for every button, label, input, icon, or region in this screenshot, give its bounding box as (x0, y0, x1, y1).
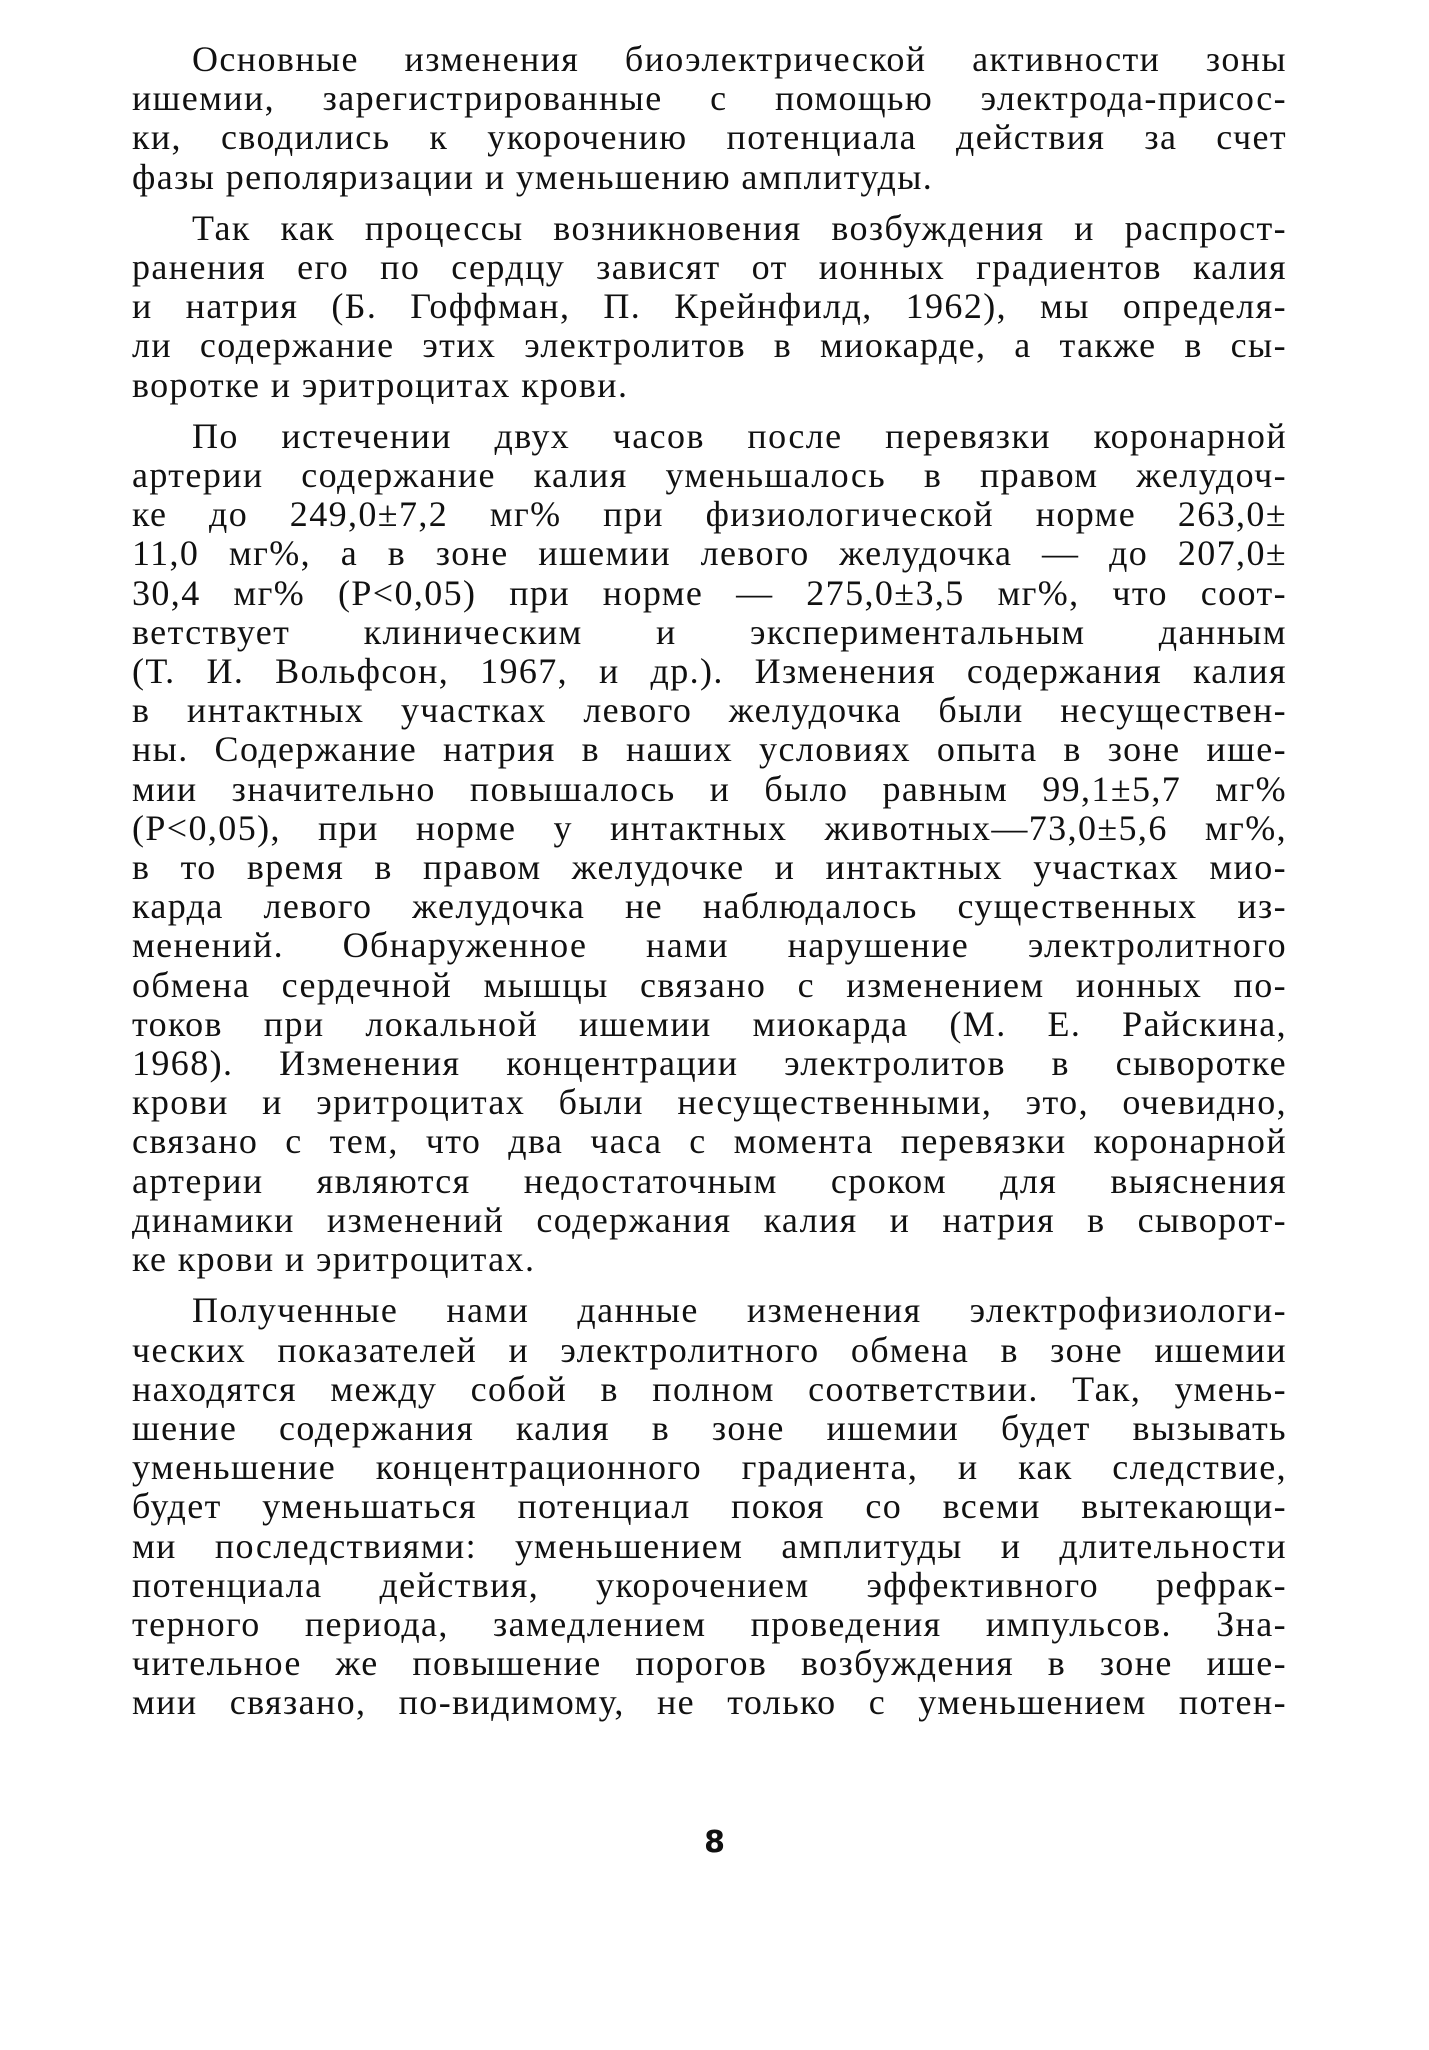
text-line: артерии являются недостаточным сроком для выяснения (132, 1160, 1287, 1201)
paragraph-1 (132, 40, 1287, 197)
text-line: (Т. И. Вольфсон, 1967, и др.). Изменения содержания калия (132, 651, 1287, 692)
text-line: ранения его по сердцу зависят от ионных градиентов калия (132, 247, 1287, 288)
text-line: (Р<0,05), при норме у интактных животных—73,0±5,6 мг%, (132, 807, 1287, 848)
text-line: обмена сердечной мышцы связано с изменением ионных по- (132, 964, 1287, 1005)
text-line: артерии содержание калия уменьшалось в правом желудоч- (132, 455, 1287, 496)
text-line: ке крови и эритроцитах. (132, 1239, 536, 1280)
text-line: Полученные нами данные изменения электрофизиологи- (192, 1290, 1287, 1331)
text-line: 30,4 мг% (Р<0,05) при норме — 275,0±3,5 мг%, что соот- (132, 572, 1287, 613)
text-line: динамики изменений содержания калия и натрия в сыворот- (132, 1199, 1287, 1240)
paragraph-4 (132, 1291, 1287, 1722)
text-line: ли содержание этих электролитов в миокарде, а также в сы- (132, 325, 1287, 366)
text-line: 11,0 мг%, а в зоне ишемии левого желудочка — до 207,0± (132, 533, 1287, 574)
text-line: мии связано, по-видимому, не только с уменьшением потен- (132, 1682, 1287, 1723)
text-line: терного периода, замедлением проведения импульсов. Зна- (132, 1603, 1287, 1644)
page-body (132, 40, 1287, 1723)
text-line: 1968). Изменения концентрации электролитов в сыворотке (132, 1043, 1287, 1084)
paragraph-2 (132, 209, 1287, 405)
text-line: будет уменьшаться потенциал покоя со всеми вытекающи- (132, 1486, 1287, 1527)
text-line: По истечении двух часов после перевязки коронарной (192, 415, 1287, 456)
text-line: Основные изменения биоэлектрической активности зоны (192, 39, 1287, 79)
text-line: токов при локальной ишемии миокарда (М. Е. Райскина, (132, 1003, 1287, 1044)
text-line: фазы реполяризации и уменьшению амплитуды. (132, 156, 934, 197)
text-line: карда левого желудочка не наблюдалось существенных из- (132, 886, 1287, 927)
text-line: ке до 249,0±7,2 мг% при физиологической норме 263,0± (132, 494, 1287, 535)
text-line: шение содержания калия в зоне ишемии будет вызывать (132, 1407, 1287, 1448)
paragraph-gap (132, 197, 1287, 209)
text-line: уменьшение концентрационного градиента, и как следствие, (132, 1447, 1287, 1488)
text-line: находятся между собой в полном соответствии. Так, умень- (132, 1368, 1287, 1409)
text-line: мии значительно повышалось и было равным 99,1±5,7 мг% (132, 768, 1287, 809)
text-line: ми последствиями: уменьшением амплитуды и длительности (132, 1525, 1287, 1566)
page-number: 8 (704, 1825, 725, 1860)
text-line: чительное же повышение порогов возбуждения в зоне ише- (132, 1643, 1287, 1684)
text-line: в интактных участках левого желудочка были несуществен- (132, 690, 1287, 731)
text-line: воротке и эритроцитах крови. (132, 364, 629, 405)
text-line: ки, сводились к укорочению потенциала действия за счет (132, 117, 1287, 158)
text-line: крови и эритроцитах были несущественными, это, очевидно, (132, 1082, 1287, 1123)
text-line: потенциала действия, укорочением эффективного рефрак- (132, 1564, 1287, 1605)
text-line: и натрия (Б. Гоффман, П. Крейнфилд, 1962), мы определя- (132, 286, 1287, 327)
text-line: связано с тем, что два часа с момента перевязки коронарной (132, 1121, 1287, 1162)
text-line: ны. Содержание натрия в наших условиях опыта в зоне ише- (132, 729, 1287, 770)
paragraph-3 (132, 417, 1287, 1279)
text-line: ческих показателей и электролитного обмена в зоне ишемии (132, 1329, 1287, 1370)
text-line: Так как процессы возникновения возбуждения и распрост- (192, 207, 1287, 248)
text-line: менений. Обнаруженное нами нарушение электролитного (132, 925, 1287, 966)
text-line: в то время в правом желудочке и интактных участках мио- (132, 847, 1287, 888)
text-line: ветствует клиническим и экспериментальным данным (132, 611, 1287, 652)
text-line: ишемии, зарегистрированные с помощью электрода-присос- (132, 78, 1287, 119)
